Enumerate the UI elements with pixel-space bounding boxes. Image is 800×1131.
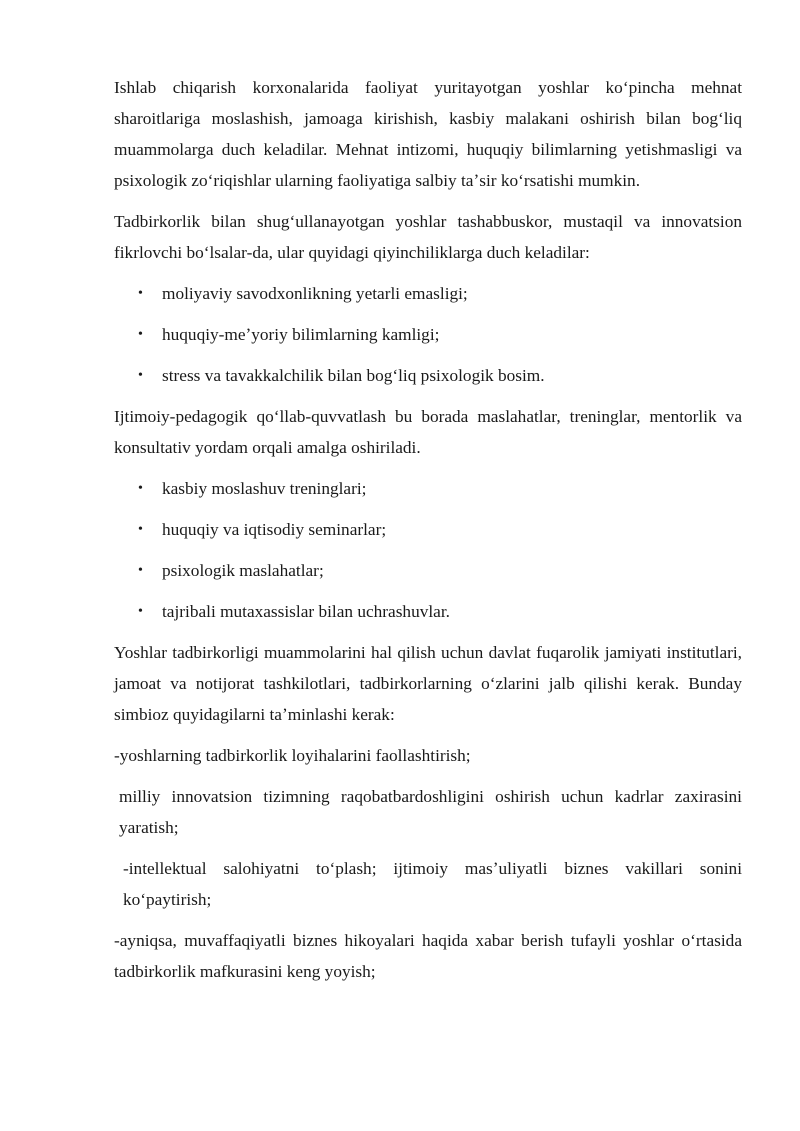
list-item xyxy=(114,319,742,350)
paragraph-item-talent-reserve: milliy innovatsion tizimning raqobatbardoshligini oshirish uchun kadrlar zaxirasini yaratish; xyxy=(119,787,742,837)
bullet-icon: • xyxy=(138,563,143,578)
paragraph-item-intellectual-potential: -intellektual salohiyatni toʻplash; ijtimoiy masʼuliyatli biznes vakillari sonini koʻpaytirish; xyxy=(123,859,742,909)
bullet-icon: • xyxy=(138,327,143,342)
paragraph-item-activate-projects: -yoshlarning tadbirkorlik loyihalarini faollashtirish; xyxy=(114,746,471,765)
list-item-text: huquqiy-meʼyoriy bilimlarning kamligi; xyxy=(162,325,440,344)
list-item xyxy=(114,596,742,627)
list-item-text: kasbiy moslashuv treninglari; xyxy=(162,479,367,498)
list-item xyxy=(114,278,742,309)
paragraph-youth-entrepreneurship: Yoshlar tadbirkorligi muammolarini hal qilish uchun davlat fuqarolik jamiyati institutlari, jamoat va notijorat tashkilotlari, tadbirkorlarning oʻzlarini jalb qilishi kerak. Bunday simbioz quyidagilarni taʼminlashi kerak: xyxy=(114,643,742,724)
paragraph-youth-production: Ishlab chiqarish korxonalarida faoliyat yuritayotgan yoshlar koʻpincha mehnat sharoitlariga moslashish, jamoaga kirishish, kasbiy malakani oshirish bilan bogʻliq muammolarga duch keladilar. Mehnat intizomi, huquqiy bilimlarning yetishmasligi va psixologik zoʻriqishlar ularning faoliyatiga salbiy taʼsir koʻrsatishi mumkin. xyxy=(114,78,742,190)
bullet-icon: • xyxy=(138,604,143,619)
bullet-icon: • xyxy=(138,368,143,383)
paragraph-entrepreneurs-intro: Tadbirkorlik bilan shugʻullanayotgan yoshlar tashabbuskor, mustaqil va innovatsion fikrlovchi boʻlsalar-da, ular quyidagi qiyinchiliklarga duch keladilar: xyxy=(114,212,742,262)
bullet-icon: • xyxy=(138,522,143,537)
list-item-text: tajribali mutaxassislar bilan uchrashuvlar. xyxy=(162,602,450,621)
list-item xyxy=(114,473,742,504)
list-item xyxy=(114,360,742,391)
bullet-icon: • xyxy=(138,286,143,301)
bullet-icon: • xyxy=(138,481,143,496)
list-item-text: stress va tavakkalchilik bilan bogʻliq psixologik bosim. xyxy=(162,366,545,385)
list-item xyxy=(114,555,742,586)
list-item xyxy=(114,514,742,545)
list-item-text: moliyaviy savodxonlikning yetarli emasligi; xyxy=(162,284,468,303)
paragraph-support: Ijtimoiy-pedagogik qoʻllab-quvvatlash bu borada maslahatlar, treninglar, mentorlik va konsultativ yordam orqali amalga oshiriladi. xyxy=(114,407,742,457)
document-page xyxy=(114,72,742,997)
list-item-text: huquqiy va iqtisodiy seminarlar; xyxy=(162,520,387,539)
list-item-text: psixologik maslahatlar; xyxy=(162,561,324,580)
paragraph-item-entrepreneurship-ideology: -ayniqsa, muvaffaqiyatli biznes hikoyalari haqida xabar berish tufayli yoshlar oʻrtasida tadbirkorlik mafkurasini keng yoyish; xyxy=(114,931,742,981)
support-forms-list xyxy=(114,473,742,627)
challenges-list xyxy=(114,278,742,391)
